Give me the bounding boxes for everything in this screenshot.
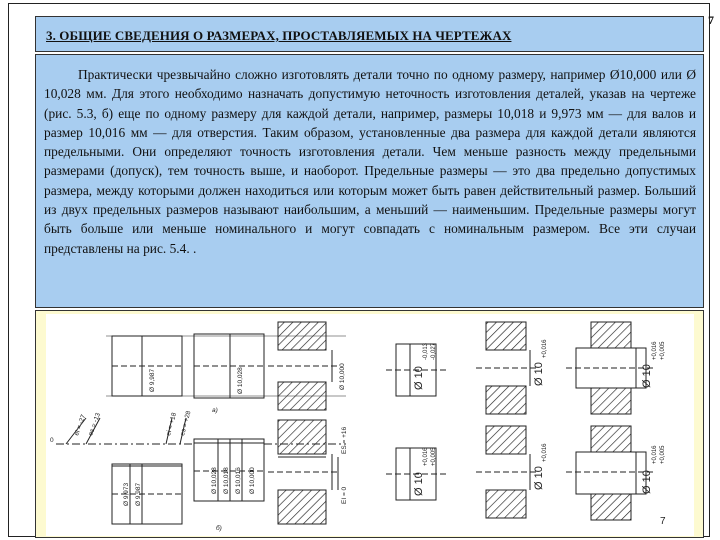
- dim-r-bl-main: Ø 10: [413, 472, 425, 496]
- dim-b-hole-a: Ø 10,016: [235, 467, 242, 494]
- figure-page-number: 7: [660, 516, 666, 527]
- dim-b-zero: 0: [50, 437, 54, 444]
- label-a: а): [212, 407, 218, 414]
- dim-a-hole: Ø 10,000: [339, 363, 346, 390]
- body-paragraph: Практически чрезвычайно сложно изготовлять детали точно по одному размеру, например Ø10,000 или Ø 10,028 мм. Для этого необходимо назначать допустимую неточность изготовления деталей, указав на чертеже (рис. 5.3, б) еще по одному размеру для каждой детали, например, размеры 10,018 и 9,973 мм — для валов и размер 10,016 мм — для отверстия. Таким образом, установленные два размера для каждой детали являются предельными. Они определяют точность изготовления детали. Чем меньше разность между предельными размерами (допуск), тем точность выше, и наоборот. Предельные размеры — это два предельно допустимых размера, между которыми должен находиться или которым может быть равен действительный размер. Больший из двух предельных размеров называют наибольшим, а меньший — наименьшим. Предельные размеры могут быть больше или меньше номинального и могут совпадать с номинальным размером. Все эти случаи представлены на рис. 5.4. .: [44, 67, 696, 256]
- dim-b-es-hole: ES = +16: [341, 426, 348, 454]
- dim-b-ei-hole: EI = 0: [341, 486, 348, 504]
- title-bar: [35, 16, 704, 52]
- dim-b-shaft2-b: Ø 10,018: [223, 467, 230, 494]
- dim-r-br-tol-top: +0,016: [652, 445, 658, 464]
- dim-r-tl-tol-top: -0,013: [423, 342, 429, 360]
- dim-b-ei1: ei = -27: [73, 413, 88, 437]
- dim-b-shaft1-max: Ø 9,973: [123, 482, 130, 506]
- dim-r-br-tol-bot: +0,005: [660, 445, 666, 464]
- dim-b-ei2: ei = +18: [165, 412, 179, 437]
- dim-b-hole-b: Ø 10,000: [249, 467, 256, 494]
- dim-r-tc-main: Ø 10: [533, 362, 545, 386]
- dim-r-tc-tol-top: +0,016: [542, 339, 548, 358]
- dim-r-tr-tol-top: +0,016: [652, 341, 658, 360]
- label-b: б): [216, 525, 222, 532]
- technical-drawing: [46, 314, 694, 536]
- dim-r-tl-tol-bot: -0,027: [431, 342, 437, 360]
- corner-page-number: 7: [708, 13, 714, 27]
- dim-r-bl-tol-bot: +0,005: [431, 447, 437, 466]
- dim-r-tr-main: Ø 10: [641, 364, 653, 388]
- dim-b-es2: es = +28: [179, 410, 193, 437]
- slide-frame: [8, 3, 710, 537]
- dim-r-bc-tol-top: +0,016: [542, 443, 548, 462]
- figure-a-drawing: [106, 322, 346, 410]
- dim-b-es1: es = -13: [87, 412, 102, 437]
- dim-a-shaft1: Ø 9,987: [149, 368, 156, 392]
- dim-b-shaft1-min: Ø 9,987: [135, 482, 142, 506]
- figure-panel: [35, 310, 704, 538]
- dim-r-bl-tol-top: +0,016: [423, 447, 429, 466]
- dim-r-bc-main: Ø 10: [533, 466, 545, 490]
- dim-r-tr-tol-bot: +0,005: [660, 341, 666, 360]
- slide-title: 3. ОБЩИЕ СВЕДЕНИЯ О РАЗМЕРАХ, ПРОСТАВЛЯЕМЫХ НА ЧЕРТЕЖАХ: [46, 28, 512, 43]
- figure-b-drawing: [56, 418, 346, 524]
- dim-b-shaft2-a: Ø 10,028: [211, 467, 218, 494]
- dim-a-shaft2: Ø 10,028: [237, 367, 244, 394]
- dim-r-br-main: Ø 10: [641, 470, 653, 494]
- text-panel: [35, 54, 704, 308]
- dim-r-tl-main: Ø 10: [413, 366, 425, 390]
